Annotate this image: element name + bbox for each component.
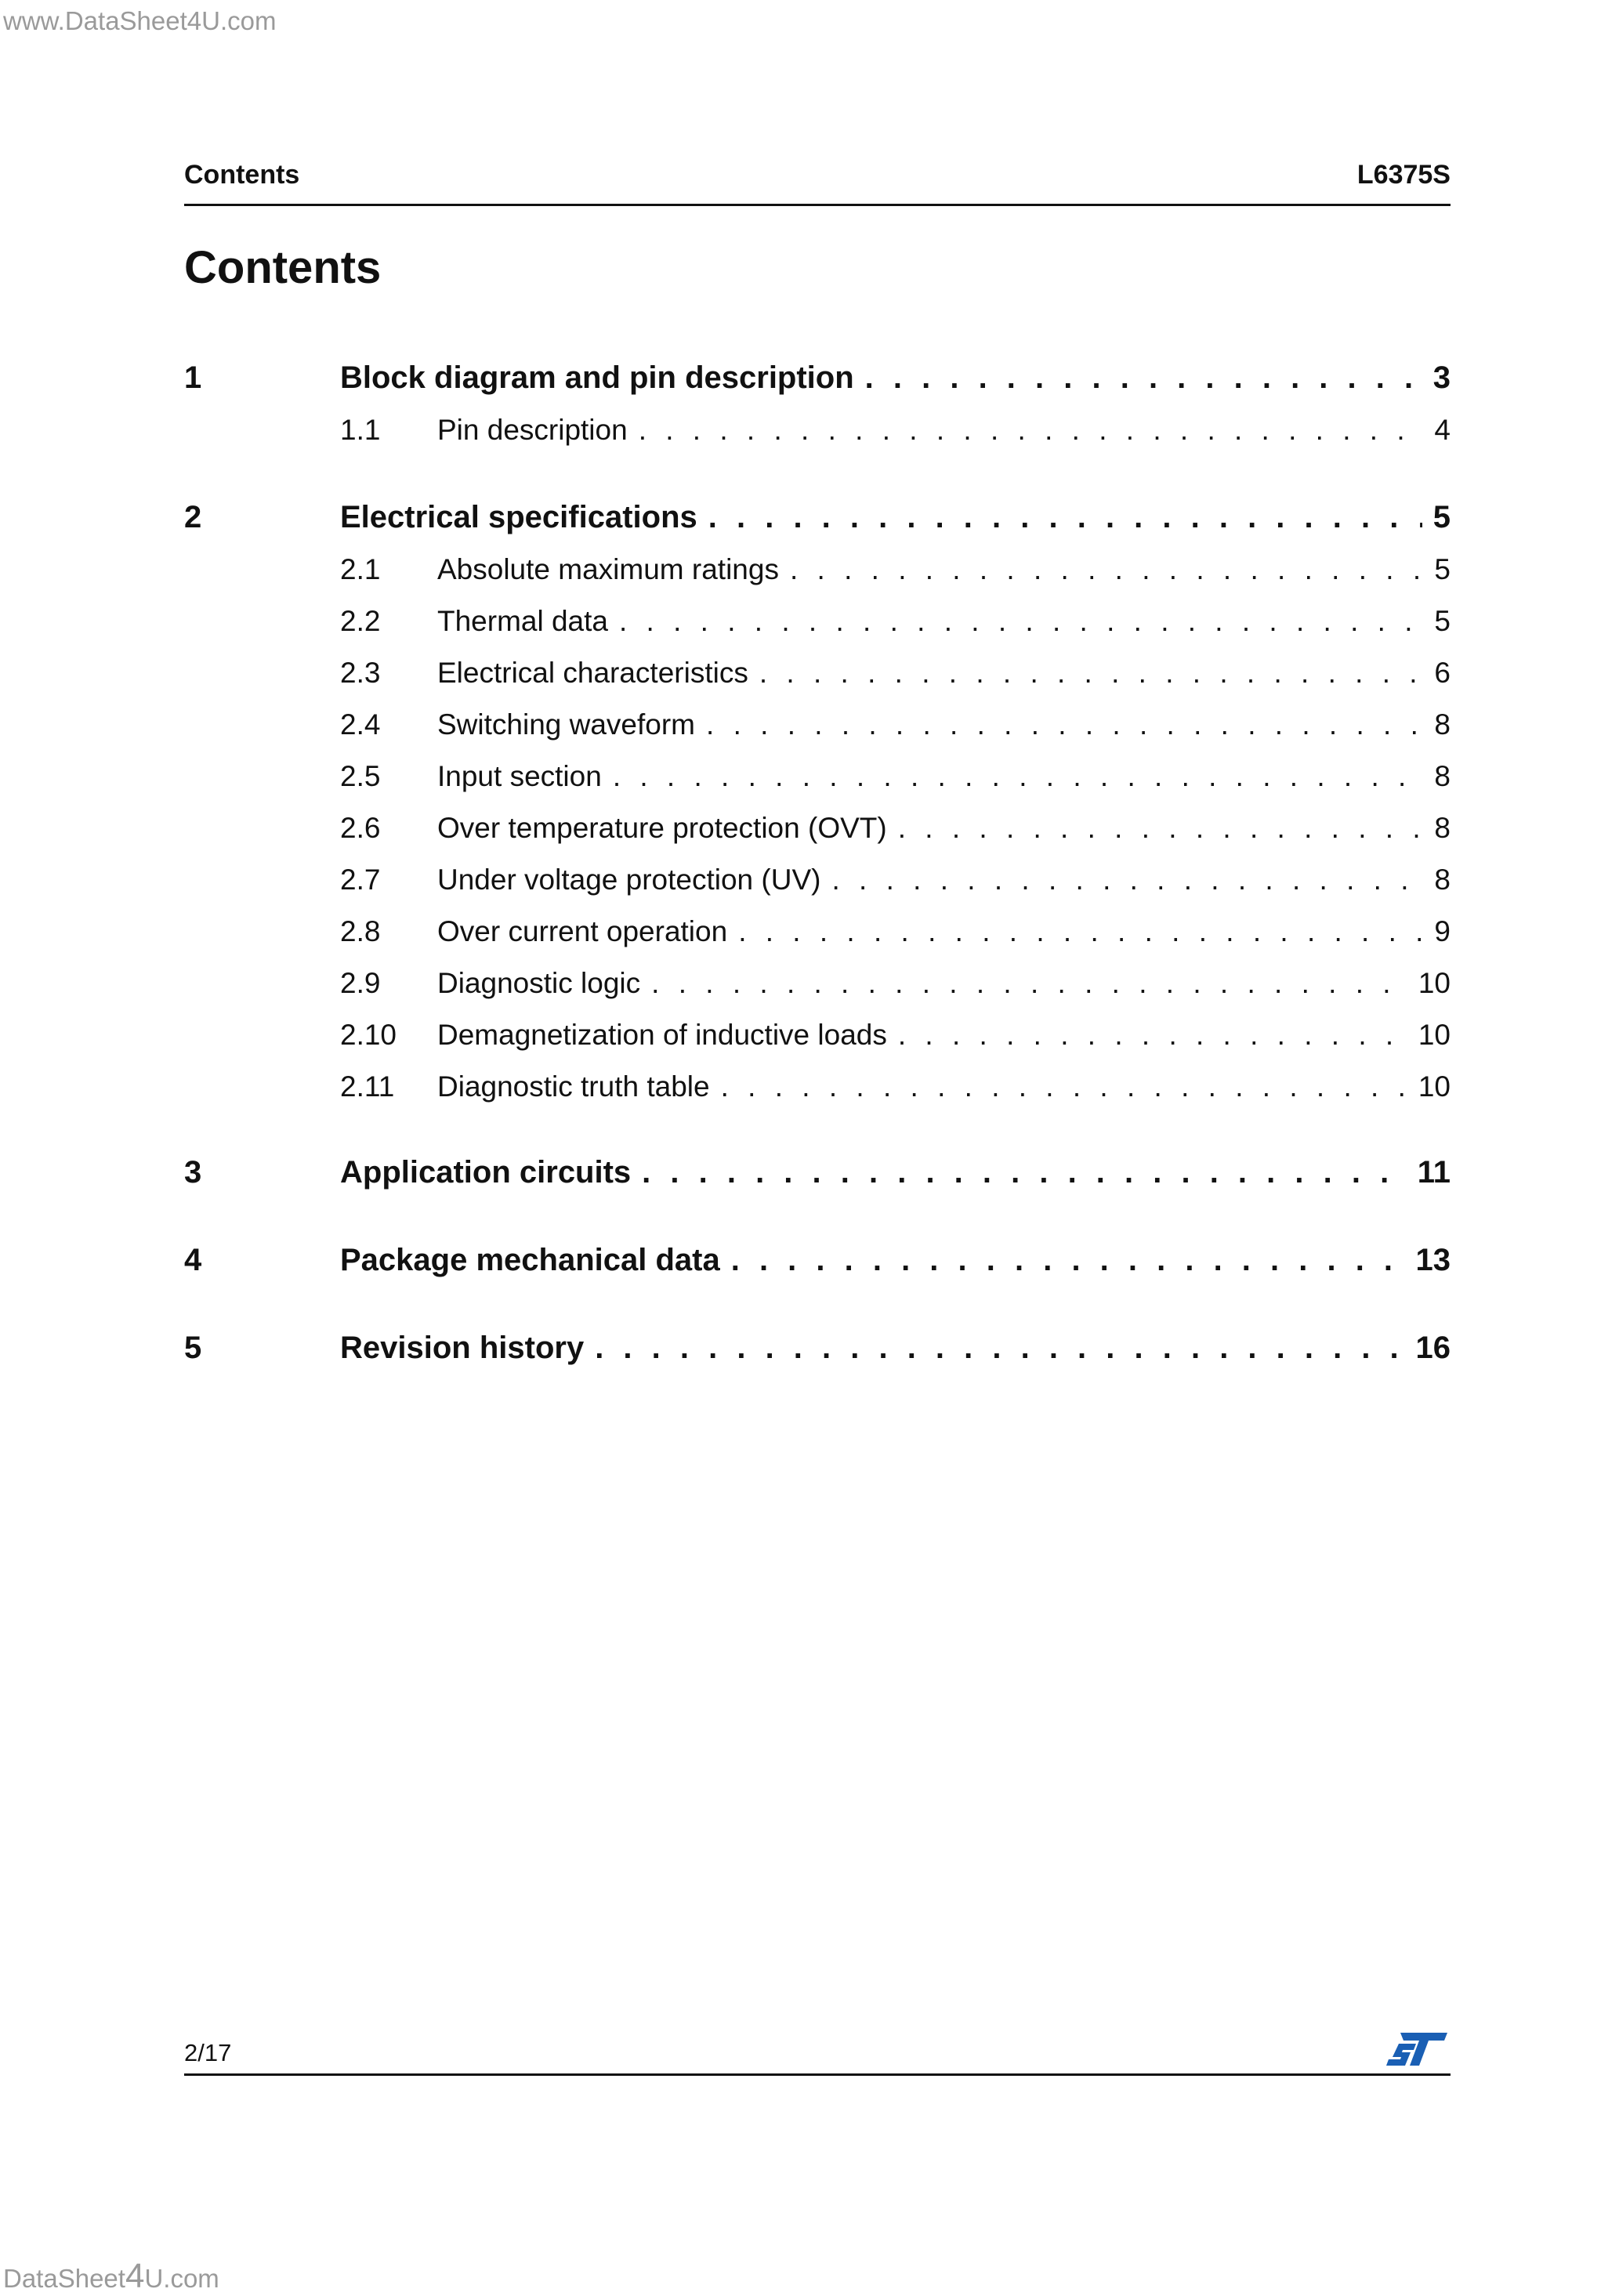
toc-number: 2.2 <box>340 605 381 637</box>
toc-leader-dots <box>865 360 1422 396</box>
toc-label: Revision history <box>340 1331 585 1365</box>
toc-page: 9 <box>1434 915 1451 947</box>
toc-label: Pin description <box>437 414 628 446</box>
toc-label: Input section <box>437 760 602 792</box>
header-part-number: L6375S <box>1356 160 1451 190</box>
toc-number: 2.11 <box>340 1070 395 1103</box>
toc-label: Under voltage protection (UV) <box>437 864 821 896</box>
toc-leader-dots <box>642 1155 1407 1190</box>
toc-leader-dots <box>651 967 1407 1000</box>
page-header <box>184 157 1451 206</box>
toc-number: 2.4 <box>340 708 381 741</box>
toc-number: 5 <box>184 1331 202 1365</box>
toc-number: 2.5 <box>340 760 381 792</box>
page-title: Contents <box>184 242 382 293</box>
toc-number: 2.9 <box>340 967 381 999</box>
toc-leader-dots <box>721 1070 1407 1103</box>
toc-page: 5 <box>1432 500 1451 534</box>
toc-leader-dots <box>619 605 1423 638</box>
toc-number: 1 <box>184 360 202 395</box>
watermark-bottom-post: U.com <box>144 2264 219 2293</box>
toc-page: 10 <box>1418 1070 1451 1103</box>
toc-page: 4 <box>1434 414 1451 446</box>
toc-page: 8 <box>1434 760 1451 792</box>
st-logo-icon <box>1385 2030 1449 2069</box>
toc-label: Electrical characteristics <box>437 657 748 689</box>
toc-number: 4 <box>184 1243 202 1277</box>
toc-page: 8 <box>1434 708 1451 741</box>
toc-number: 2.6 <box>340 812 381 844</box>
toc-label: Diagnostic truth table <box>437 1070 710 1103</box>
toc-label: Over temperature protection (OVT) <box>437 812 887 844</box>
toc-page: 8 <box>1434 812 1451 844</box>
toc-page: 8 <box>1434 864 1451 896</box>
toc-leader-dots <box>759 657 1424 690</box>
toc-leader-dots <box>613 760 1424 793</box>
watermark-bottom-pre: DataSheet <box>3 2264 125 2293</box>
toc-label: Application circuits <box>340 1155 632 1190</box>
toc-page: 10 <box>1418 967 1451 999</box>
watermark-bottom-digit: 4 <box>125 2257 145 2295</box>
page-number: 2/17 <box>184 2039 232 2066</box>
toc-number: 2.3 <box>340 657 381 689</box>
toc-label: Thermal data <box>437 605 608 637</box>
toc-number: 2.1 <box>340 553 381 585</box>
toc-page: 10 <box>1418 1019 1451 1051</box>
toc-number: 3 <box>184 1155 202 1190</box>
toc-label: Demagnetization of inductive loads <box>437 1019 887 1051</box>
toc-leader-dots <box>898 812 1424 845</box>
toc-leader-dots <box>738 915 1423 948</box>
watermark-top[interactable]: www.DataSheet4U.com <box>3 6 277 35</box>
page-footer <box>184 2030 1451 2076</box>
toc-number: 2 <box>184 500 202 534</box>
toc-page: 5 <box>1434 553 1451 585</box>
toc-number: 2.10 <box>340 1019 397 1051</box>
toc-page: 3 <box>1432 360 1451 395</box>
toc-label: Diagnostic logic <box>437 967 641 999</box>
toc-leader-dots <box>731 1243 1405 1278</box>
toc-label: Package mechanical data <box>340 1243 720 1277</box>
toc-label: Absolute maximum ratings <box>437 553 779 585</box>
toc-page: 11 <box>1417 1155 1451 1190</box>
toc-page: 5 <box>1434 605 1451 637</box>
watermark-bottom[interactable] <box>3 2257 219 2296</box>
toc-number: 2.8 <box>340 915 381 947</box>
toc-number: 1.1 <box>340 414 381 446</box>
toc-page: 16 <box>1415 1331 1451 1365</box>
toc-leader-dots <box>595 1331 1404 1366</box>
toc-leader-dots <box>706 708 1423 741</box>
toc-leader-dots <box>790 553 1423 586</box>
header-section-title: Contents <box>184 160 300 190</box>
toc-page: 6 <box>1434 657 1451 689</box>
toc-label: Block diagram and pin description <box>340 360 854 395</box>
toc-label: Electrical specifications <box>340 500 697 534</box>
toc-leader-dots <box>639 414 1424 447</box>
toc-number: 2.7 <box>340 864 381 896</box>
toc-label: Over current operation <box>437 915 728 947</box>
toc-leader-dots <box>831 864 1423 896</box>
toc-leader-dots <box>708 500 1422 535</box>
toc-leader-dots <box>898 1019 1407 1052</box>
toc-label: Switching waveform <box>437 708 696 741</box>
toc-page: 13 <box>1415 1243 1451 1277</box>
